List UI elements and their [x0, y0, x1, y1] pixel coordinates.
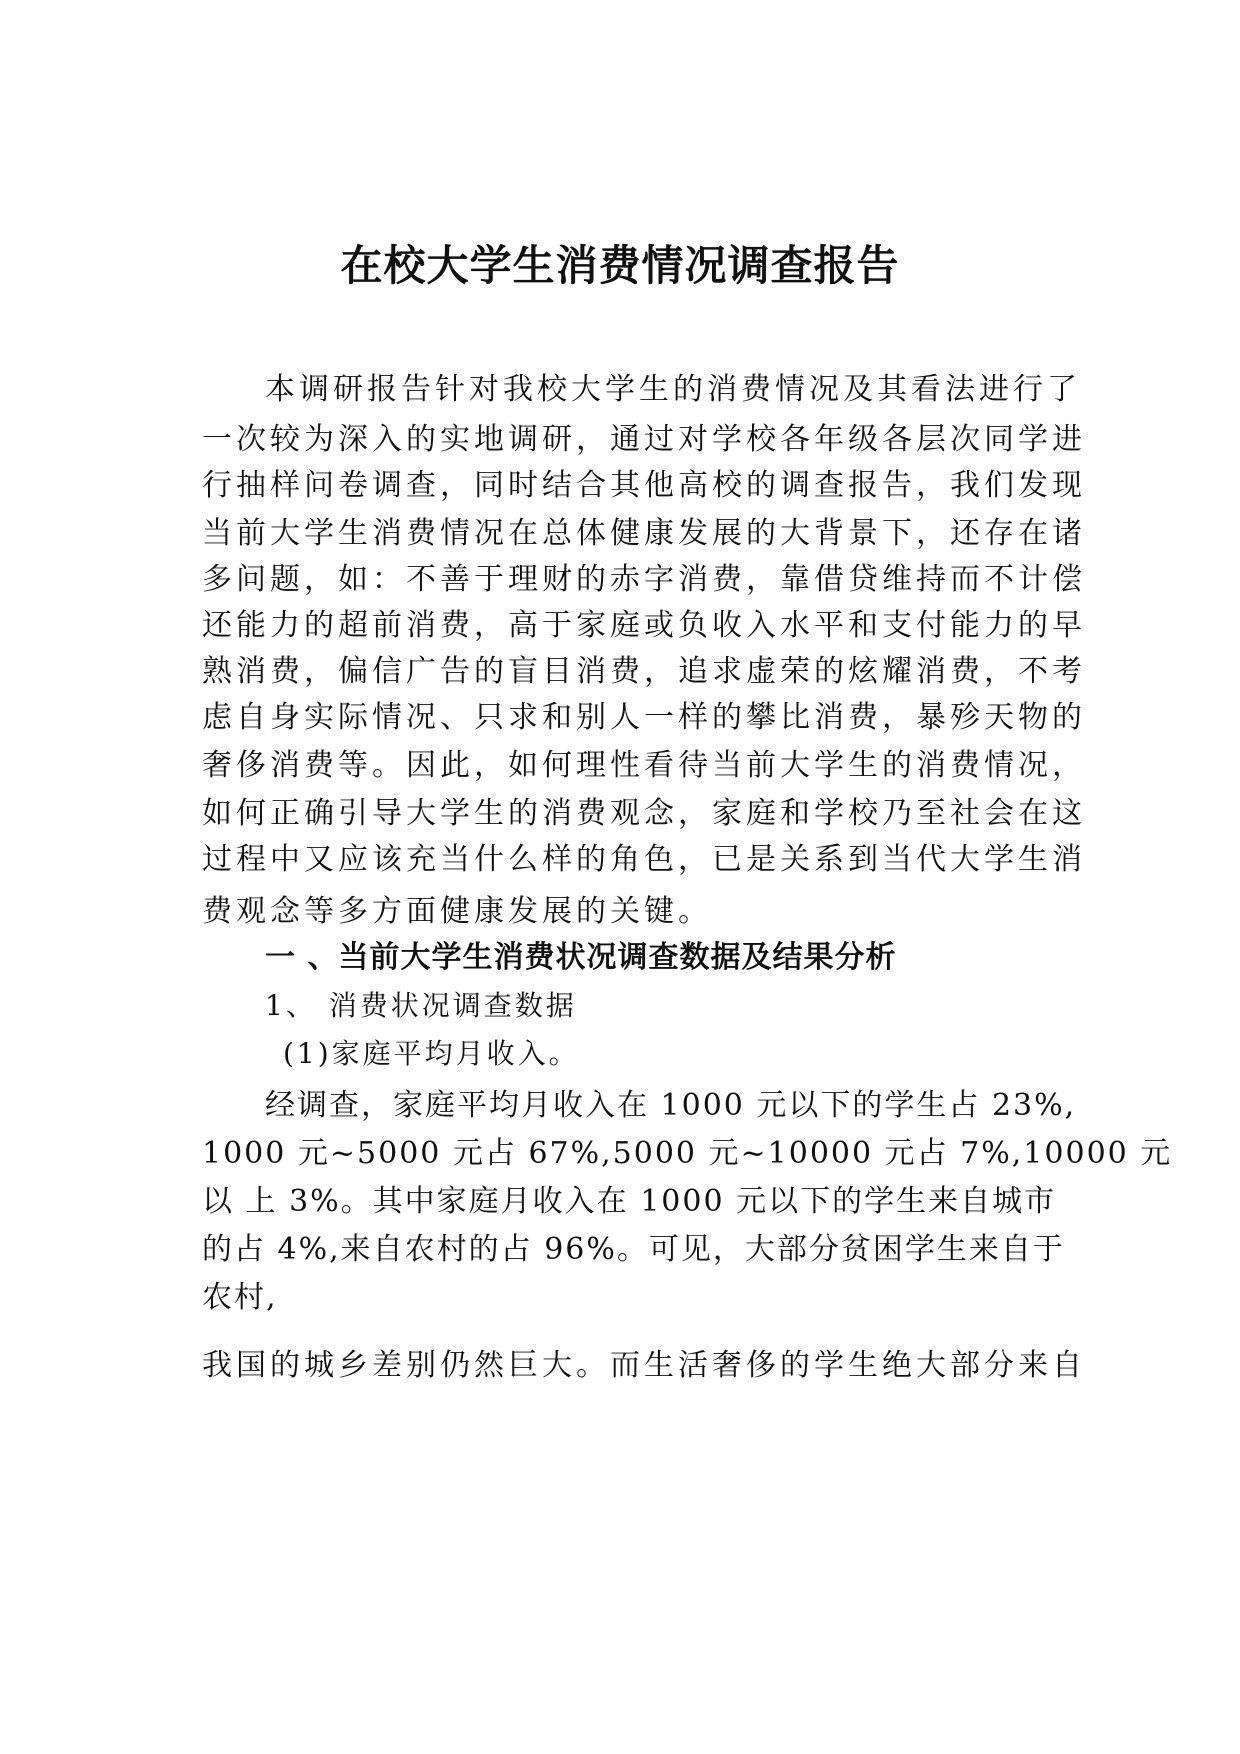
intro-line: 如何正确引导大学生的消费观念，家庭和学校乃至社会在这	[202, 796, 1082, 831]
intro-line: 当前大学生消费情况在总体健康发展的大背景下，还存在诸	[202, 516, 1082, 551]
intro-line: 费观念等多方面健康发展的关键。	[202, 894, 712, 929]
income-line: 农村,	[202, 1280, 278, 1315]
income-line: 经调查，家庭平均月收入在 1000 元以下的学生占 23%,	[265, 1088, 1077, 1123]
intro-line: 多问题，如：不善于理财的赤字消费，靠借贷维持而不计偿	[202, 562, 1082, 597]
income-line: 的占 4%,来自农村的占 96%。可见，大部分贫困学生来自于	[202, 1232, 1065, 1267]
intro-line: 行抽样问卷调查，同时结合其他高校的调查报告，我们发现	[202, 468, 1082, 503]
intro-line: 熟消费，偏信广告的盲目消费，追求虚荣的炫耀消费，不考	[202, 654, 1082, 689]
income-line: 以 上 3%。其中家庭月收入在 1000 元以下的学生来自城市	[202, 1184, 1057, 1219]
income-line: 1000 元~5000 元占 67%,5000 元~10000 元占 7%,10000 元	[202, 1136, 1173, 1171]
document-title: 在校大学生消费情况调查报告	[340, 241, 900, 290]
section-heading: 一 、当前大学生消费状况调查数据及结果分析	[265, 940, 897, 975]
intro-line: 一次较为深入的实地调研，通过对学校各年级各层次同学进	[202, 422, 1082, 457]
intro-line: 过程中又应该充当什么样的角色，已是关系到当代大学生消	[202, 842, 1082, 877]
body-line: 我国的城乡差别仍然巨大。而生活奢侈的学生绝大部分来自	[202, 1348, 1082, 1383]
intro-line: 虑自身实际情况、只求和别人一样的攀比消费，暴殄天物的	[202, 700, 1082, 735]
intro-line: 还能力的超前消费，高于家庭或负收入水平和支付能力的早	[202, 608, 1082, 643]
intro-line: 本调研报告针对我校大学生的消费情况及其看法进行了	[265, 372, 1081, 407]
intro-line: 奢侈消费等。因此，如何理性看待当前大学生的消费情况，	[202, 748, 1086, 783]
subsection-heading: 1、 消费状况调查数据	[265, 989, 577, 1022]
subsection-item: (1)家庭平均月收入。	[283, 1037, 580, 1070]
